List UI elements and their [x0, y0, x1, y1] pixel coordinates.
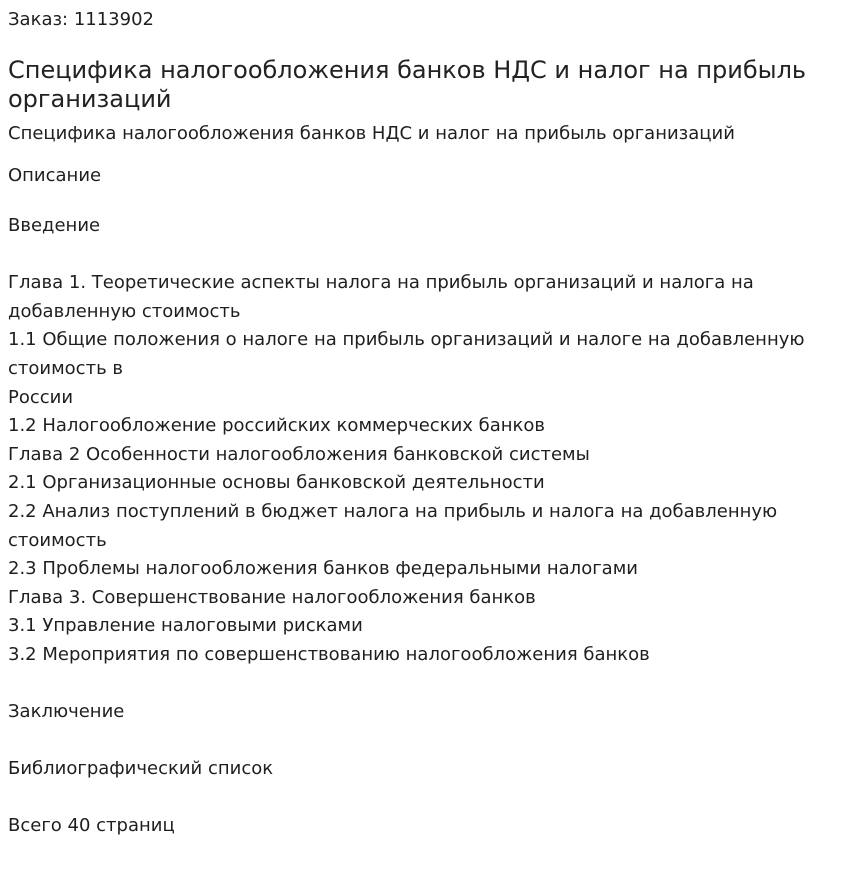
description-line: 2.1 Организационные основы банковской деятельности: [8, 472, 545, 494]
description-line: 3.1 Управление налоговыми рисками: [8, 615, 363, 637]
description-line: 1.2 Налогообложение российских коммерческих банков: [8, 415, 546, 437]
description-line: Введение: [8, 215, 101, 236]
description-spacer: [8, 241, 839, 270]
description-line: России: [8, 386, 74, 408]
description-body: [8, 212, 839, 841]
description-spacer: [8, 727, 839, 756]
description-line: 2.2 Анализ поступлений в бюджет налога на прибыль и налога на добавленную стоимость: [8, 500, 778, 551]
description-line: Заключение: [8, 701, 125, 723]
description-line: Библиографический список: [8, 758, 274, 780]
description-spacer: [8, 670, 839, 699]
description-line: Всего 40 страниц: [8, 815, 175, 837]
page-subtitle: Специфика налогообложения банков НДС и налог на прибыль организаций: [8, 123, 735, 144]
order-number: Заказ: 1113902: [8, 9, 154, 30]
description-line: Глава 3. Совершенствование налогообложения банков: [8, 586, 536, 608]
description-spacer: [8, 784, 839, 813]
page-title: Специфика налогообложения банков НДС и налог на прибыль организаций: [8, 56, 807, 113]
description-heading: Описание: [8, 165, 102, 186]
description-line: Глава 2 Особенности налогообложения банковской системы: [8, 443, 590, 465]
description-line: 2.3 Проблемы налогообложения банков федеральными налогами: [8, 558, 638, 580]
description-line: 1.1 Общие положения о налоге на прибыль организаций и налоге на добавленную стоимость в: [8, 329, 805, 379]
description-line: 3.2 Мероприятия по совершенствованию налогообложения банков: [8, 643, 650, 665]
description-line: Глава 1. Теоретические аспекты налога на прибыль организаций и налога на добавленную стоимость: [8, 272, 754, 322]
